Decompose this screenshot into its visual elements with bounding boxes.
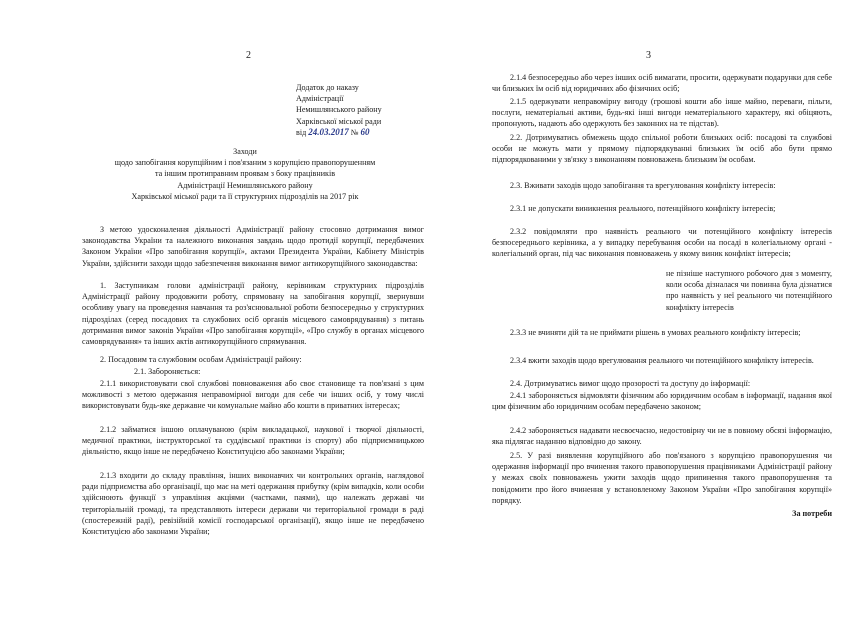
page-number: 3	[646, 50, 651, 61]
item-2: 2. Посадовим та службовим особам Адміністрації району:	[100, 355, 302, 364]
item-2-1: 2.1. Забороняється:	[134, 367, 201, 376]
right-page	[430, 0, 857, 619]
item-2-2: 2.2. Дотримуватись обмежень щодо спільної роботи близьких осіб: посадові та службові особи не можуть мати у прямому підпорядкуванні близьких їм осіб або бути прямо підпорядкованими у зв'язку з виконанням повноважень близьким їм особам.	[492, 133, 832, 165]
left-page	[0, 0, 428, 619]
addendum-date: від 24.03.2017 № 60	[296, 126, 370, 137]
item-2-1-5: 2.1.5 одержувати неправомірну вигоду (грошові кошти або інше майно, переваги, пільги, послуги, нематеріальні активи, будь-які інші вигоди нематеріального характеру, які обіцяють, пропонують, надають або одержують без законних на те підстав).	[492, 97, 832, 129]
closing-note: За потреби	[792, 509, 832, 518]
item-2-3: 2.3. Вживати заходів щодо запобігання та врегулювання конфлікту інтересів:	[510, 181, 776, 190]
addendum-line: Додаток до наказу	[296, 83, 359, 92]
title-line: щодо запобігання корупційним і пов'язаним з корупцією правопорушенням	[114, 158, 376, 168]
title-word: Заходи	[233, 147, 257, 156]
intro-paragraph: З метою удосконалення діяльності Адміністрації району стосовно дотримання вимог законодавства України та належного виконання завдань щодо протидії корупції, передбачених Законом України «Про запобігання корупції», актами Президента України, Кабінету Міністрів України, здійснити заходи щодо забезпечення виконання вимог антикорупційного законодавства:	[82, 225, 424, 268]
page-number: 2	[246, 50, 251, 61]
item-2-1-2: 2.1.2 займатися іншою оплачуваною (крім викладацької, наукової і творчої діяльності, медичної практики, інструкторської та суддівської практики із спорту) або підприємницькою діяльністю, якщо інше не передбачено Конституцією або законами України;	[82, 425, 424, 457]
addendum-line: Немишлянського району	[296, 105, 382, 115]
title-line: Адміністрації Немишлянського району	[177, 180, 313, 190]
item-2-1-3: 2.1.3 входити до складу правління, інших виконавчих чи контрольних органів, наглядової ради підприємства або організації, що має на меті одержання прибутку (крім випадків, коли особи здійснюють функції з управління акціями (частками, паями), що належать державі чи територіальній громаді, та представляють інтереси держави чи територіальної громади в раді (спостережній раді), ревізійній комісії господарської організації), якщо інше не передбачено Конституцією або законами України;	[82, 471, 424, 537]
item-2-3-1: 2.3.1 не допускати виникнення реального, потенційного конфлікту інтересів;	[510, 204, 776, 213]
item-2-1-1: 2.1.1 використовувати свої службові повноваження або своє становище та пов'язані з цим можливості з метою одержання неправомірної вигоди для себе чи інших осіб, у тому числі використовувати будь-яке державне чи комунальне майно або кошти в приватних інтересах;	[82, 379, 424, 411]
item-2-3-2: 2.3.2 повідомляти про наявність реального чи потенційного конфлікту інтересів безпосереднього керівника, а у випадку перебування особи на посаді в колегіальному органі - колегіальний орган, під час виконання повноважень у якому виник конфлікт інтересів;	[492, 227, 832, 259]
item-2-4-1: 2.4.1 забороняється відмовляти фізичним або юридичним особам в інформації, надання якої цим фізичним або юридичним особам передбачено законом;	[492, 391, 832, 412]
handwritten-date: 24.03.2017	[308, 126, 349, 137]
item-2-4-2: 2.4.2 забороняється надавати несвоєчасно, недостовірну чи не в повному обсязі інформацію, яка підлягає наданню відповідно до закону.	[492, 426, 832, 447]
addendum-line: Харківської міської ради	[296, 116, 382, 126]
title-line: Харківської міської ради та її структурних підрозділів на 2017 рік	[131, 191, 359, 201]
document-title	[60, 146, 430, 202]
addendum-line: Адміністрації	[296, 94, 344, 104]
item-1: 1. Заступникам голови адміністрації району, керівникам структурних підрозділів Адміністрації району продовжити роботу, спрямовану на запобігання корупції, звернувши особливу увагу на проведення навчання та роз'яснювальної роботи безпосередньо у структурних підрозділах (серед посадових та службових осіб органів місцевого самоврядування) з питань дотримання вимог законів України «Про запобігання корупції», «Про службу в органах місцевого самоврядування» та інших актів антикорупційного спрямування.	[82, 281, 424, 347]
item-2-4: 2.4. Дотримуватись вимог щодо прозорості та доступу до інформації:	[510, 379, 751, 388]
item-2-5: 2.5. У разі виявлення корупційного або пов'язаного з корупцією правопорушення чи одержання інформації про вчинення такого правопорушення працівниками Адміністрації району у межах своїх повноважень ужити заходів щодо припинення такого правопорушення та повідомити про його вчинення у встановленому Законом України «Про запобігання корупції» порядку.	[492, 451, 832, 505]
item-2-3-4: 2.3.4 вжити заходів щодо врегулювання реального чи потенційного конфлікту інтересів.	[510, 356, 814, 365]
item-2-3-2-continued: не пізніше наступного робочого дня з моменту, коли особа дізналася чи повинна була дізнатися про наявність у неї реального чи потенційного конфлікту інтересів	[666, 269, 832, 312]
item-2-1-4: 2.1.4 безпосередньо або через інших осіб вимагати, просити, одержувати подарунки для себе чи близьких їм осіб від юридичних або фізичних осіб;	[492, 73, 832, 94]
handwritten-number: 60	[360, 126, 370, 137]
title-line: та іншим протиправним проявам з боку працівників	[154, 169, 336, 179]
addendum-block	[296, 82, 426, 138]
item-2-3-3: 2.3.3 не вчиняти дій та не приймати рішень в умовах реального конфлікту інтересів;	[510, 328, 801, 337]
